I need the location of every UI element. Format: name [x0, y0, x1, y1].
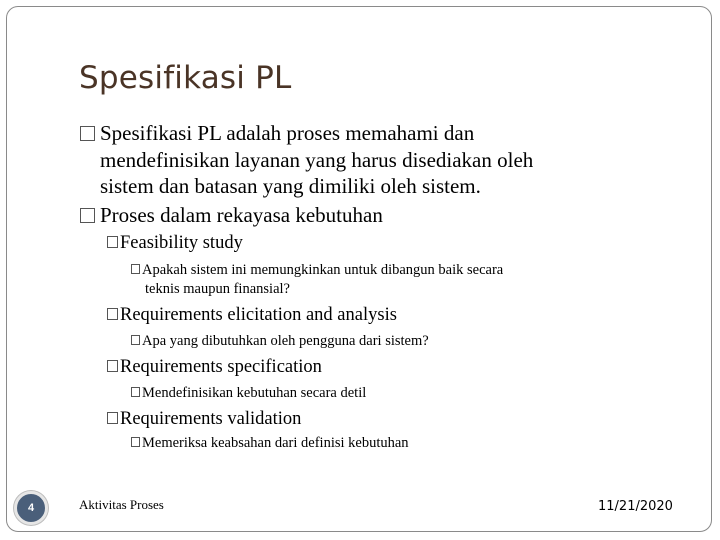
stage-elicitation-detail-1: Apa yang dibutuhkan oleh pengguna dari sistem? — [131, 333, 429, 350]
bullet-box-icon — [107, 412, 118, 424]
bullet-box-icon — [131, 264, 140, 274]
bullet-box-icon — [107, 236, 118, 248]
bullet-2-line-1: Proses dalam rekayasa kebutuhan — [80, 203, 383, 228]
stage-validation-detail-1: Memeriksa keabsahan dari definisi kebutuhan — [131, 435, 409, 452]
bullet-box-icon — [131, 437, 140, 447]
stage-specification-detail-1: Mendefinisikan kebutuhan secara detil — [131, 385, 366, 402]
bullet-box-icon — [131, 387, 140, 397]
stage-specification-label: Requirements specification — [107, 357, 322, 378]
bullet-1-line-3: sistem dan batasan yang dimiliki oleh sistem. — [100, 174, 481, 198]
stage-validation-label: Requirements validation — [107, 409, 301, 430]
footer-text: Aktivitas Proses — [79, 497, 164, 512]
stage-feasibility-label: Feasibility study — [107, 233, 243, 254]
stage-feasibility-detail-1: Apakah sistem ini memungkinkan untuk dibangun baik secara — [131, 262, 503, 279]
bullet-box-icon — [80, 126, 95, 141]
slide-title: Spesifikasi PL — [79, 60, 292, 96]
footer-date: 11/21/2020 — [598, 499, 673, 514]
stage-elicitation-label: Requirements elicitation and analysis — [107, 305, 397, 326]
bullet-box-icon — [131, 335, 140, 345]
bullet-box-icon — [107, 308, 118, 320]
bullet-1-line-2: mendefinisikan layanan yang harus disediakan oleh — [100, 148, 534, 172]
bullet-1-line-1: Spesifikasi PL adalah proses memahami dan — [80, 121, 474, 146]
page-number-badge — [14, 491, 48, 525]
page-number: 4 — [27, 502, 35, 514]
bullet-box-icon — [107, 360, 118, 372]
stage-feasibility-detail-2: teknis maupun finansial? — [145, 281, 290, 297]
bullet-box-icon — [80, 208, 95, 223]
